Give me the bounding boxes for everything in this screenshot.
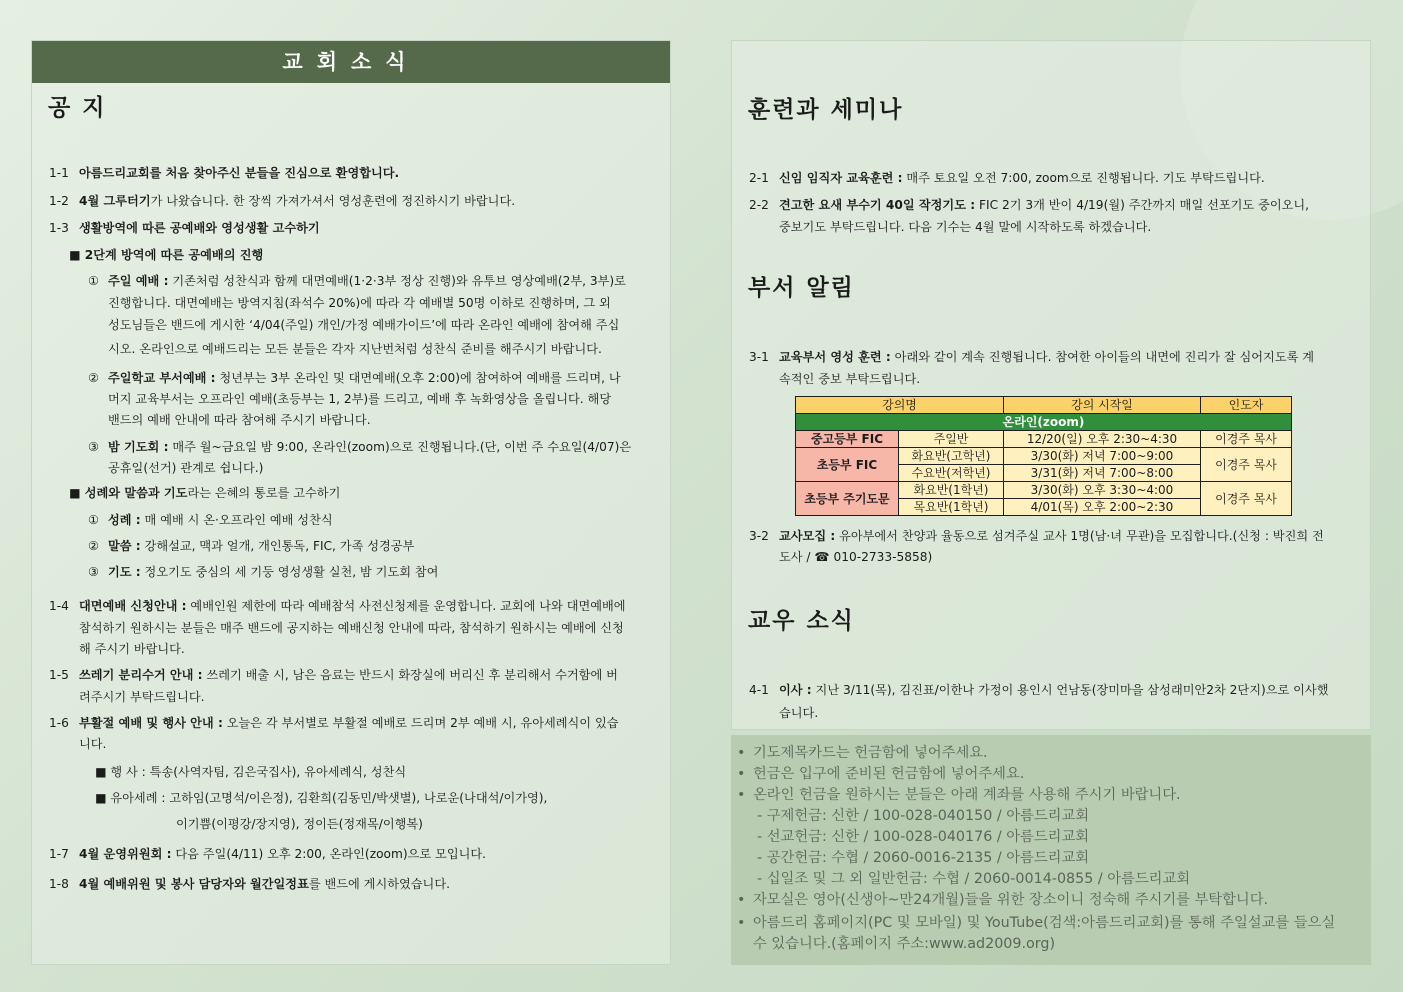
notice-subitem: ① 성례 : 매 예배 시 온·오프라인 예배 성찬식 (88, 513, 333, 527)
department-news-panel (731, 40, 1371, 730)
notice-subitem: ③ 밤 기도회 : 매주 월~금요일 밤 9:00, 온라인(zoom)으로 진행됩니다.(단, 이번 주 수요일(4/07)은 (88, 440, 632, 454)
table-cell-class: 목요반(1학년) (899, 499, 1004, 516)
table-row (796, 482, 1292, 499)
notice-item: 1-8 4월 예배위원 및 봉사 담당자와 월간일정표를 밴드에 게시하였습니다. (49, 877, 450, 891)
notice-subitem: ③ 기도 : 정오기도 중심의 세 기둥 영성생활 실천, 밤 기도회 참여 (88, 565, 439, 579)
notice-subitem: ① 주일 예배 : 기존처럼 성찬식과 함께 대면예배(1·2·3부 정상 진행)와 유투브 영상예배(2부, 3부)로 (88, 274, 626, 288)
church-news-panel (31, 40, 671, 965)
notice-subitem-cont: 진행합니다. 대면예배는 방역지침(좌석수 20%)에 따라 각 예배별 50명 이하로 진행하며, 그 외 (108, 296, 611, 310)
note-item-cont: 수 있습니다.(홈페이지 주소:www.ad2009.org) (753, 936, 1056, 952)
department-item-cont: 속적인 중보 부탁드립니다. (779, 372, 921, 386)
training-item: 2-1 신임 임직자 교육훈련 : 매주 토요일 오전 7:00, zoom으로 진행됩니다. 기도 부탁드립니다. (749, 171, 1265, 185)
baptism-line-cont: 이기쁨(이평강/장지영), 정이든(정재목/이행복) (176, 817, 423, 831)
account-line: - 십일조 및 그 외 일반헌금: 수협 / 2060-0014-0855 / 아름드리교회 (757, 871, 1191, 887)
notice-item: 1-4 대면예배 신청안내 : 예배인원 제한에 따라 예배참석 사전신청제를 운영합니다. 교회에 나와 대면예배에 (49, 599, 626, 613)
table-cell-class: 주일반 (899, 431, 1004, 448)
department-item-cont: 도사 / ☎ 010-2733-5858) (779, 550, 933, 564)
note-item: • 온라인 헌금을 원하시는 분들은 아래 계좌를 사용해 주시기 바랍니다. (737, 787, 1181, 803)
notice-item: 1-3 생활방역에 따른 공예배와 영성생활 고수하기 (49, 221, 320, 235)
table-cell-class: 화요반(고학년) (899, 448, 1004, 465)
table-cell-dept: 초등부 FIC (796, 448, 899, 482)
table-header: 강의 시작일 (1004, 397, 1201, 414)
members-item-cont: 습니다. (779, 706, 819, 720)
note-item: • 아름드리 홈페이지(PC 및 모바일) 및 YouTube(검색:아름드리교회)를 통해 주일설교를 들으실 (737, 915, 1336, 931)
training-schedule-table (795, 396, 1292, 516)
notice-item: 1-2 4월 그루터기가 나왔습니다. 한 장씩 가져가셔서 영성훈련에 정진하시기 바랍니다. (49, 194, 516, 208)
notice-item: 1-6 부활절 예배 및 행사 안내 : 오늘은 각 부서별로 부활절 예배로 드리며 2부 예배 시, 유아세례식이 있습 (49, 716, 619, 730)
members-news-title: 교우 소식 (748, 607, 855, 634)
table-cell-leader: 이경주 목사 (1201, 482, 1292, 516)
church-news-header: 교회소식 (32, 41, 670, 83)
notice-subitem-cont: 시오. 온라인으로 예배드리는 모든 분들은 각자 지난번처럼 성찬식 준비를 해주시기 바랍니다. (108, 342, 602, 356)
department-title: 부서 알림 (748, 274, 855, 301)
notice-item-cont: 려주시기 부탁드립니다. (79, 690, 205, 704)
baptism-line: ■ 유아세례 : 고하임(고명석/이은정), 김환희(김동민/박샛별), 나로운(나대석/이가영), (95, 791, 548, 805)
notice-item: 1-5 쓰레기 분리수거 안내 : 쓰레기 배출 시, 남은 음료는 반드시 화장실에 버리신 후 분리해서 수거함에 버 (49, 668, 618, 682)
account-line: - 선교헌금: 신한 / 100-028-040176 / 아름드리교회 (757, 829, 1090, 845)
training-item: 2-2 견고한 요새 부수기 40일 작정기도 : FIC 2기 3개 반이 4/19(월) 주간까지 매일 선포기도 중이오니, (749, 198, 1310, 212)
table-cell-date: 4/01(목) 오후 2:00~2:30 (1004, 499, 1201, 516)
notice-item-cont: 참석하기 원하시는 분들은 매주 밴드에 공지하는 예배신청 안내에 따라, 참석하기 원하시는 예배에 신청 (79, 621, 624, 635)
notice-subitem-cont: 밴드의 예배 안내에 따라 참여해 주시기 바랍니다. (108, 413, 371, 427)
note-item: • 자모실은 영아(신생아~만24개월)들을 위한 장소이니 정숙해 주시기를 부탁합니다. (737, 892, 1269, 908)
notice-subitem: ② 주일학교 부서예배 : 청년부는 3부 온라인 및 대면예배(오후 2:00)에 참여하여 예배를 드리며, 나 (88, 371, 621, 385)
online-zoom-label: 온라인(zoom) (796, 414, 1292, 431)
table-cell-leader: 이경주 목사 (1201, 448, 1292, 482)
notice-item-cont: 해 주시기 바랍니다. (79, 642, 185, 656)
notice-subitem-cont: 성도님들은 밴드에 게시한 ‘4/04(주일) 개인/가정 예배가이드’에 따라 온라인 예배에 참여해 주십 (108, 318, 620, 332)
notice-item: 1-7 4월 운영위원회 : 다음 주일(4/11) 오후 2:00, 온라인(zoom)으로 모입니다. (49, 847, 487, 861)
notice-subheading: ■ 2단계 방역에 따른 공예배의 진행 (69, 248, 264, 262)
account-line: - 공간헌금: 수협 / 2060-0016-2135 / 아름드리교회 (757, 850, 1090, 866)
notice-item-cont: 니다. (79, 737, 107, 751)
account-line: - 구제헌금: 신한 / 100-028-040150 / 아름드리교회 (757, 808, 1090, 824)
department-item: 3-1 교육부서 영성 훈련 : 아래와 같이 계속 진행됩니다. 참여한 아이들의 내면에 진리가 잘 심어지도록 계 (749, 350, 1315, 364)
members-item: 4-1 이사 : 지난 3/11(목), 김진표/이한나 가정이 용인시 언남동(장미마을 삼성래미안2차 2단지)으로 이사했 (749, 683, 1329, 697)
table-cell-class: 수요반(저학년) (899, 465, 1004, 482)
table-cell-class: 화요반(1학년) (899, 482, 1004, 499)
table-row (796, 448, 1292, 465)
notice-subitem-cont: 머지 교육부서는 오프라인 예배(초등부는 1, 2부)를 드리고, 예배 후 녹화영상을 올립니다. 해당 (108, 392, 612, 406)
table-cell-date: 3/30(화) 저녁 7:00~9:00 (1004, 448, 1201, 465)
notice-title: 공 지 (48, 94, 107, 121)
event-line: ■ 행 사 : 특송(사역자팀, 김은국집사), 유아세례식, 성찬식 (95, 765, 407, 779)
notice-subheading: ■ 성례와 말씀과 기도라는 은혜의 통로를 고수하기 (69, 486, 341, 500)
notice-subitem: ② 말씀 : 강해설교, 맥과 얼개, 개인통독, FIC, 가족 성경공부 (88, 539, 415, 553)
announcements-box (731, 735, 1371, 965)
training-title: 훈련과 세미나 (748, 96, 904, 123)
table-header-row (796, 397, 1292, 414)
table-cell-leader: 이경주 목사 (1201, 431, 1292, 448)
notice-subitem-cont: 공휴일(선거) 관계로 쉽니다.) (108, 461, 264, 475)
department-item: 3-2 교사모집 : 유아부에서 찬양과 율동으로 섬겨주실 교사 1명(남·녀 무관)을 모집합니다.(신청 : 박진희 전 (749, 529, 1324, 543)
note-item: • 기도제목카드는 헌금함에 넣어주세요. (737, 745, 988, 761)
table-header: 강의명 (796, 397, 1004, 414)
table-cell-date: 3/30(화) 오후 3:30~4:00 (1004, 482, 1201, 499)
table-header: 인도자 (1201, 397, 1292, 414)
table-cell-dept: 초등부 주기도문 (796, 482, 899, 516)
table-subheader-row (796, 414, 1292, 431)
training-item-cont: 중보기도 부탁드립니다. 다음 기수는 4월 말에 시작하도록 하겠습니다. (779, 220, 1152, 234)
note-item: • 헌금은 입구에 준비된 헌금함에 넣어주세요. (737, 766, 1025, 782)
table-cell-date: 12/20(일) 오후 2:30~4:30 (1004, 431, 1201, 448)
table-row (796, 431, 1292, 448)
table-cell-dept: 중고등부 FIC (796, 431, 899, 448)
table-cell-date: 3/31(화) 저녁 7:00~8:00 (1004, 465, 1201, 482)
notice-item: 1-1 아름드리교회를 처음 찾아주신 분들을 진심으로 환영합니다. (49, 166, 400, 180)
